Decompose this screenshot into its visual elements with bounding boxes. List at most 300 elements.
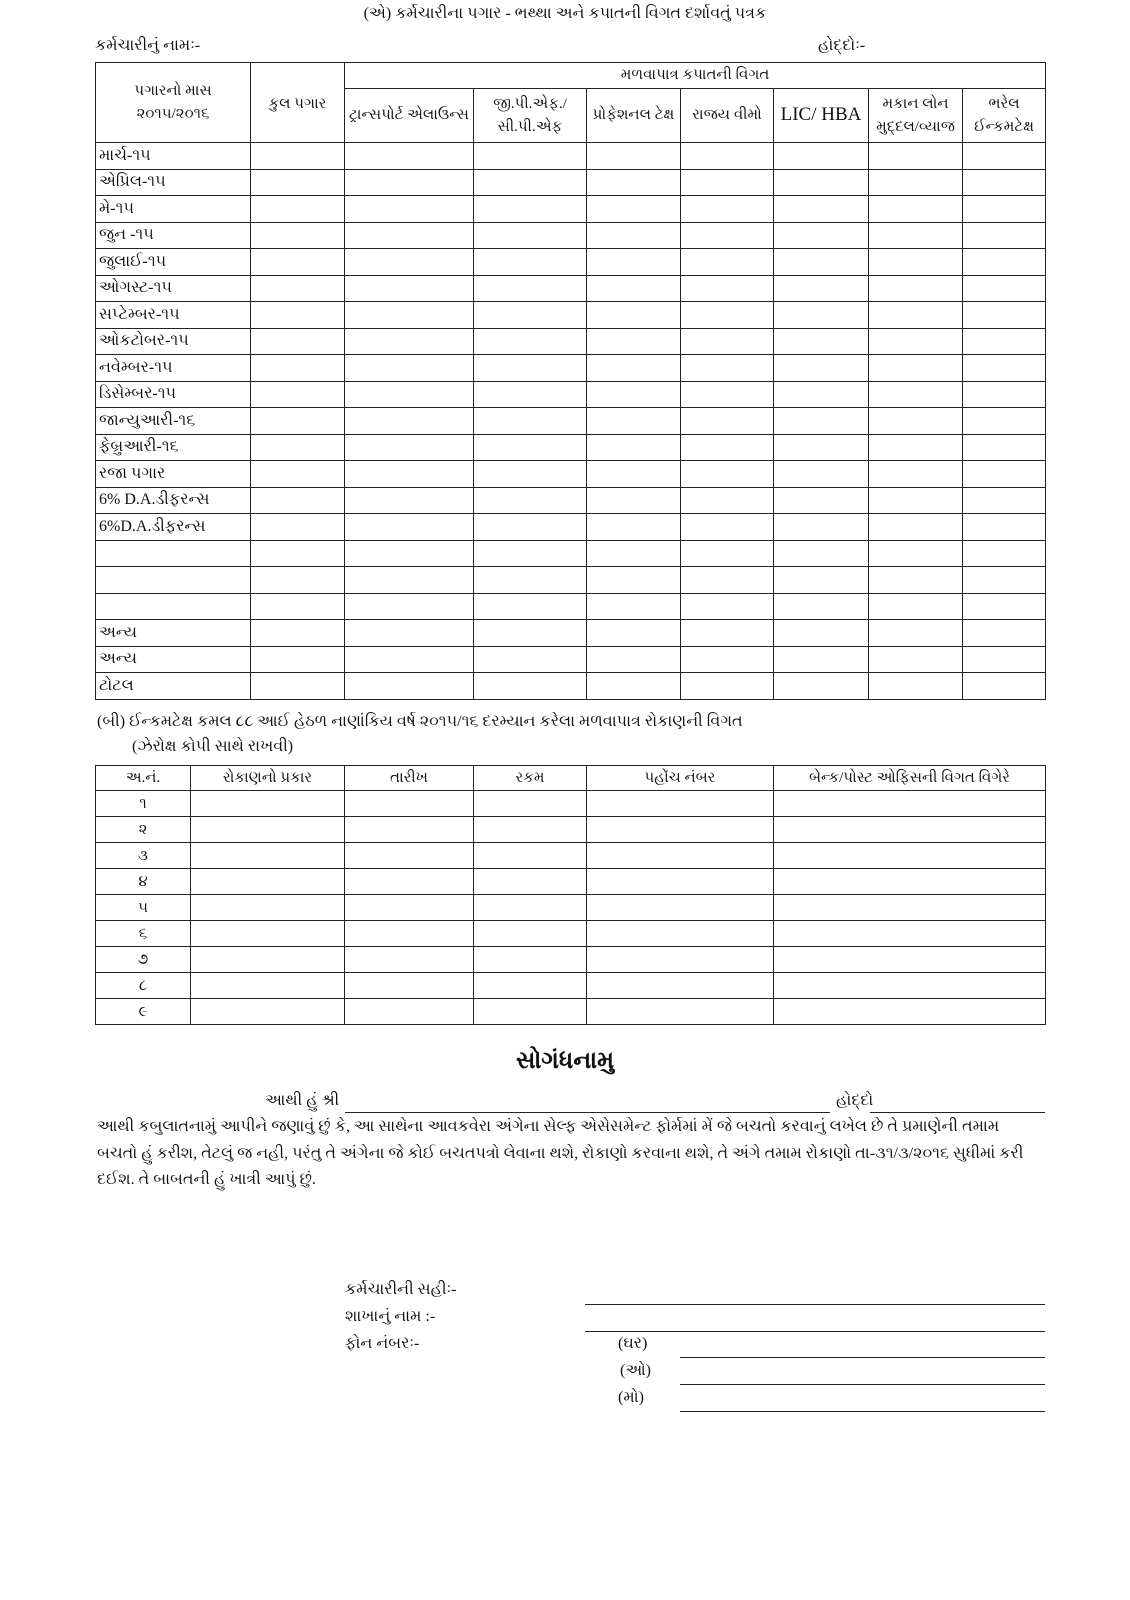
phone-label: ફોન નંબરઃ- <box>345 1335 420 1352</box>
entry-cell[interactable] <box>345 999 474 1025</box>
entry-cell[interactable] <box>587 249 681 276</box>
entry-cell[interactable] <box>474 593 587 620</box>
entry-cell[interactable] <box>474 567 587 594</box>
phone-mobile-line[interactable] <box>680 1411 1045 1412</box>
deduction-column-header: LIC/ HBA <box>774 89 869 143</box>
entry-cell[interactable] <box>345 434 474 461</box>
entry-cell[interactable] <box>345 540 474 567</box>
entry-cell[interactable] <box>474 328 587 355</box>
entry-cell[interactable] <box>191 791 345 817</box>
entry-cell[interactable] <box>474 843 587 869</box>
entry-cell[interactable] <box>251 328 345 355</box>
entry-cell[interactable] <box>587 869 774 895</box>
entry-cell[interactable] <box>869 408 963 435</box>
designation-line[interactable] <box>870 1112 1045 1113</box>
entry-cell[interactable] <box>963 567 1046 594</box>
investment-column-header: તારીખ <box>345 766 474 791</box>
entry-cell[interactable] <box>251 540 345 567</box>
entry-cell[interactable] <box>474 673 587 700</box>
entry-cell[interactable] <box>251 567 345 594</box>
serial-number: ૪ <box>96 869 191 895</box>
entry-cell[interactable] <box>251 620 345 647</box>
entry-cell[interactable] <box>191 843 345 869</box>
entry-cell[interactable] <box>587 169 681 196</box>
investment-column-header: બેન્ક/પોસ્ટ ઓફિસની વિગત વિગેરે <box>774 766 1046 791</box>
entry-cell[interactable] <box>345 355 474 382</box>
entry-cell[interactable] <box>587 895 774 921</box>
entry-cell[interactable] <box>681 461 774 488</box>
investment-column-header: રકમ <box>474 766 587 791</box>
entry-cell[interactable] <box>774 791 1046 817</box>
entry-cell[interactable] <box>963 620 1046 647</box>
investment-column-header: અ.નં. <box>96 766 191 791</box>
entry-cell[interactable] <box>251 673 345 700</box>
deduction-column-header: જી.પી.એફ./ સી.પી.એફ <box>474 89 587 143</box>
salary-row <box>96 620 1046 647</box>
entry-cell[interactable] <box>345 869 474 895</box>
entry-cell[interactable] <box>251 275 345 302</box>
row-label: ડિસેમ્બર-૧૫ <box>96 381 251 408</box>
entry-cell[interactable] <box>474 791 587 817</box>
entry-cell[interactable] <box>869 143 963 170</box>
entry-cell[interactable] <box>869 222 963 249</box>
salary-row <box>96 249 1046 276</box>
entry-cell[interactable] <box>474 249 587 276</box>
entry-cell[interactable] <box>681 381 774 408</box>
entry-cell[interactable] <box>963 222 1046 249</box>
entry-cell[interactable] <box>474 222 587 249</box>
entry-cell[interactable] <box>474 620 587 647</box>
serial-number: ૯ <box>96 999 191 1025</box>
entry-cell[interactable] <box>251 302 345 329</box>
entry-cell[interactable] <box>587 673 681 700</box>
entry-cell[interactable] <box>681 487 774 514</box>
entry-cell[interactable] <box>587 817 774 843</box>
entry-cell[interactable] <box>774 434 869 461</box>
entry-cell[interactable] <box>345 328 474 355</box>
entry-cell[interactable] <box>587 143 681 170</box>
row-label: રજા પગાર <box>96 461 251 488</box>
entry-cell[interactable] <box>869 169 963 196</box>
entry-cell[interactable] <box>869 302 963 329</box>
phone-office-line[interactable] <box>680 1384 1045 1385</box>
entry-cell[interactable] <box>191 869 345 895</box>
entry-cell[interactable] <box>345 646 474 673</box>
entry-cell[interactable] <box>345 381 474 408</box>
entry-cell[interactable] <box>251 169 345 196</box>
entry-cell[interactable] <box>587 196 681 223</box>
entry-cell[interactable] <box>251 249 345 276</box>
entry-cell[interactable] <box>774 514 869 541</box>
entry-cell[interactable] <box>774 328 869 355</box>
entry-cell[interactable] <box>345 593 474 620</box>
phone-office-label: (ઓ) <box>620 1362 652 1379</box>
entry-cell[interactable] <box>869 487 963 514</box>
entry-cell[interactable] <box>774 673 869 700</box>
entry-cell[interactable] <box>345 169 474 196</box>
entry-cell[interactable] <box>963 514 1046 541</box>
entry-cell[interactable] <box>191 973 345 999</box>
investment-row <box>96 999 1046 1025</box>
entry-cell[interactable] <box>474 817 587 843</box>
entry-cell[interactable] <box>587 973 774 999</box>
deduction-column-header: ટ્રાન્સપોર્ટ એલાઉન્સ <box>345 89 474 143</box>
salary-row <box>96 408 1046 435</box>
salary-row <box>96 646 1046 673</box>
entry-cell[interactable] <box>474 921 587 947</box>
entry-cell[interactable] <box>774 620 869 647</box>
entry-cell[interactable] <box>474 461 587 488</box>
entry-cell[interactable] <box>251 461 345 488</box>
entry-cell[interactable] <box>963 408 1046 435</box>
entry-cell[interactable] <box>774 275 869 302</box>
entry-cell[interactable] <box>774 222 869 249</box>
entry-cell[interactable] <box>963 434 1046 461</box>
entry-cell[interactable] <box>345 843 474 869</box>
salary-row <box>96 222 1046 249</box>
salary-row <box>96 434 1046 461</box>
deduction-column-header: પ્રોફેશનલ ટેક્ષ <box>587 89 681 143</box>
entry-cell[interactable] <box>345 514 474 541</box>
entry-cell[interactable] <box>774 302 869 329</box>
entry-cell[interactable] <box>681 673 774 700</box>
entry-cell[interactable] <box>869 328 963 355</box>
entry-cell[interactable] <box>681 143 774 170</box>
phone-home-line[interactable] <box>680 1357 1045 1358</box>
signature-line[interactable] <box>585 1304 1045 1305</box>
salary-row <box>96 143 1046 170</box>
entry-cell[interactable] <box>251 434 345 461</box>
serial-number: ૫ <box>96 895 191 921</box>
entry-cell[interactable] <box>587 593 681 620</box>
branch-name-label: શાખાનું નામ :- <box>345 1308 436 1325</box>
salary-row <box>96 461 1046 488</box>
entry-cell[interactable] <box>681 302 774 329</box>
row-label: મે-૧૫ <box>96 196 251 223</box>
entry-cell[interactable] <box>251 646 345 673</box>
row-label: જુલાઈ-૧૫ <box>96 249 251 276</box>
entry-cell[interactable] <box>587 921 774 947</box>
entry-cell[interactable] <box>869 461 963 488</box>
row-label: અન્ય <box>96 646 251 673</box>
investment-column-header: રોકાણનો પ્રકાર <box>191 766 345 791</box>
entry-cell[interactable] <box>774 817 1046 843</box>
entry-cell[interactable] <box>963 302 1046 329</box>
entry-cell[interactable] <box>774 646 869 673</box>
entry-cell[interactable] <box>774 593 869 620</box>
total-salary-header: કુલ પગાર <box>251 63 345 143</box>
salary-row <box>96 514 1046 541</box>
salary-row <box>96 487 1046 514</box>
entry-cell[interactable] <box>681 567 774 594</box>
entry-cell[interactable] <box>774 249 869 276</box>
entry-cell[interactable] <box>587 540 681 567</box>
entry-cell[interactable] <box>587 620 681 647</box>
entry-cell[interactable] <box>345 817 474 843</box>
deduction-column-header: મકાન લોન મુદ્દલ/વ્યાજ <box>869 89 963 143</box>
entry-cell[interactable] <box>963 646 1046 673</box>
entry-cell[interactable] <box>869 540 963 567</box>
entry-cell[interactable] <box>681 222 774 249</box>
entry-cell[interactable] <box>474 143 587 170</box>
entry-cell[interactable] <box>587 408 681 435</box>
entry-cell[interactable] <box>251 381 345 408</box>
entry-cell[interactable] <box>251 408 345 435</box>
entry-cell[interactable] <box>963 381 1046 408</box>
entry-cell[interactable] <box>191 895 345 921</box>
entry-cell[interactable] <box>681 275 774 302</box>
entry-cell[interactable] <box>191 999 345 1025</box>
investment-column-header: પહોંચ નંબર <box>587 766 774 791</box>
entry-cell[interactable] <box>474 487 587 514</box>
entry-cell[interactable] <box>963 249 1046 276</box>
salary-table <box>95 62 1046 700</box>
entry-cell[interactable] <box>963 143 1046 170</box>
entry-cell[interactable] <box>191 921 345 947</box>
entry-cell[interactable] <box>474 947 587 973</box>
entry-cell[interactable] <box>774 973 1046 999</box>
salary-row <box>96 196 1046 223</box>
row-label: જાન્યુઆરી-૧૬ <box>96 408 251 435</box>
entry-cell[interactable] <box>251 196 345 223</box>
entry-cell[interactable] <box>681 593 774 620</box>
entry-cell[interactable] <box>474 169 587 196</box>
serial-number: ૨ <box>96 817 191 843</box>
shri-label: આથી હું શ્રી <box>265 1092 340 1109</box>
entry-cell[interactable] <box>474 973 587 999</box>
entry-cell[interactable] <box>345 673 474 700</box>
entry-cell[interactable] <box>774 567 869 594</box>
entry-cell[interactable] <box>774 487 869 514</box>
row-label <box>96 567 251 594</box>
entry-cell[interactable] <box>774 169 869 196</box>
entry-cell[interactable] <box>587 791 774 817</box>
section-b-note: (ઝેરોક્ષ કોપી સાથે રાખવી) <box>132 738 294 755</box>
entry-cell[interactable] <box>345 921 474 947</box>
entry-cell[interactable] <box>587 646 681 673</box>
entry-cell[interactable] <box>963 196 1046 223</box>
entry-cell[interactable] <box>963 540 1046 567</box>
entry-cell[interactable] <box>774 381 869 408</box>
entry-cell[interactable] <box>587 434 681 461</box>
entry-cell[interactable] <box>345 620 474 647</box>
entry-cell[interactable] <box>345 143 474 170</box>
deduction-column-header: ભરેલ ઈન્કમટેક્ષ <box>963 89 1046 143</box>
entry-cell[interactable] <box>345 487 474 514</box>
salary-row <box>96 673 1046 700</box>
row-label: અન્ય <box>96 620 251 647</box>
entry-cell[interactable] <box>587 302 681 329</box>
entry-cell[interactable] <box>474 355 587 382</box>
entry-cell[interactable] <box>963 593 1046 620</box>
entry-cell[interactable] <box>681 328 774 355</box>
phone-home-label: (ઘર) <box>618 1335 648 1352</box>
entry-cell[interactable] <box>774 921 1046 947</box>
entry-cell[interactable] <box>345 249 474 276</box>
entry-cell[interactable] <box>681 540 774 567</box>
entry-cell[interactable] <box>869 620 963 647</box>
investment-row <box>96 791 1046 817</box>
entry-cell[interactable] <box>345 196 474 223</box>
entry-cell[interactable] <box>774 843 1046 869</box>
entry-cell[interactable] <box>681 620 774 647</box>
entry-cell[interactable] <box>869 275 963 302</box>
entry-cell[interactable] <box>345 302 474 329</box>
entry-cell[interactable] <box>681 646 774 673</box>
investment-table <box>95 765 1046 1025</box>
entry-cell[interactable] <box>251 514 345 541</box>
phone-mobile-label: (મો) <box>618 1389 644 1406</box>
row-label: નવેમ્બર-૧૫ <box>96 355 251 382</box>
entry-cell[interactable] <box>774 895 1046 921</box>
entry-cell[interactable] <box>587 947 774 973</box>
salary-row <box>96 302 1046 329</box>
entry-cell[interactable] <box>191 947 345 973</box>
entry-cell[interactable] <box>774 461 869 488</box>
entry-cell[interactable] <box>774 947 1046 973</box>
entry-cell[interactable] <box>774 999 1046 1025</box>
entry-cell[interactable] <box>963 461 1046 488</box>
entry-cell[interactable] <box>587 381 681 408</box>
entry-cell[interactable] <box>587 461 681 488</box>
entry-cell[interactable] <box>345 791 474 817</box>
investment-row <box>96 895 1046 921</box>
entry-cell[interactable] <box>345 222 474 249</box>
salary-row <box>96 328 1046 355</box>
entry-cell[interactable] <box>345 461 474 488</box>
row-label <box>96 593 251 620</box>
entry-cell[interactable] <box>251 355 345 382</box>
entry-cell[interactable] <box>251 487 345 514</box>
entry-cell[interactable] <box>191 817 345 843</box>
serial-number: ૩ <box>96 843 191 869</box>
branch-name-line[interactable] <box>585 1331 1045 1332</box>
entry-cell[interactable] <box>251 143 345 170</box>
name-line[interactable] <box>345 1112 830 1113</box>
entry-cell[interactable] <box>774 355 869 382</box>
entry-cell[interactable] <box>474 514 587 541</box>
entry-cell[interactable] <box>869 196 963 223</box>
row-label: 6% D.A.ડીફરન્સ <box>96 487 251 514</box>
entry-cell[interactable] <box>681 514 774 541</box>
entry-cell[interactable] <box>474 302 587 329</box>
entry-cell[interactable] <box>345 973 474 999</box>
entry-cell[interactable] <box>681 355 774 382</box>
row-label: માર્ચ-૧૫ <box>96 143 251 170</box>
entry-cell[interactable] <box>774 869 1046 895</box>
investment-row <box>96 843 1046 869</box>
row-label: જુન -૧૫ <box>96 222 251 249</box>
entry-cell[interactable] <box>681 408 774 435</box>
entry-cell[interactable] <box>681 249 774 276</box>
affidavit-designation-label: હોદ્દો <box>836 1092 874 1109</box>
row-label: 6%D.A.ડીફરન્સ <box>96 514 251 541</box>
section-a-title: (એ) કર્મચારીના પગાર - ભથ્થા અને કપાતની વિગત દર્શાવતું પત્રક <box>363 5 767 22</box>
entry-cell[interactable] <box>681 196 774 223</box>
entry-cell[interactable] <box>474 895 587 921</box>
affidavit-title: સોગંધનામુ <box>515 1048 615 1074</box>
entry-cell[interactable] <box>681 169 774 196</box>
entry-cell[interactable] <box>587 567 681 594</box>
entry-cell[interactable] <box>869 567 963 594</box>
entry-cell[interactable] <box>251 222 345 249</box>
entry-cell[interactable] <box>474 999 587 1025</box>
entry-cell[interactable] <box>869 646 963 673</box>
entry-cell[interactable] <box>869 381 963 408</box>
entry-cell[interactable] <box>474 540 587 567</box>
row-label: સપ્ટેમ્બર-૧૫ <box>96 302 251 329</box>
row-label: ઓકટોબર-૧૫ <box>96 328 251 355</box>
entry-cell[interactable] <box>963 328 1046 355</box>
entry-cell[interactable] <box>963 355 1046 382</box>
entry-cell[interactable] <box>474 869 587 895</box>
investment-row <box>96 921 1046 947</box>
entry-cell[interactable] <box>869 514 963 541</box>
salary-row <box>96 275 1046 302</box>
serial-number: ૮ <box>96 973 191 999</box>
entry-cell[interactable] <box>774 408 869 435</box>
entry-cell[interactable] <box>345 947 474 973</box>
entry-cell[interactable] <box>587 514 681 541</box>
entry-cell[interactable] <box>587 487 681 514</box>
entry-cell[interactable] <box>587 222 681 249</box>
investment-row <box>96 817 1046 843</box>
entry-cell[interactable] <box>869 673 963 700</box>
entry-cell[interactable] <box>345 275 474 302</box>
entry-cell[interactable] <box>963 673 1046 700</box>
entry-cell[interactable] <box>345 895 474 921</box>
entry-cell[interactable] <box>869 249 963 276</box>
entry-cell[interactable] <box>345 567 474 594</box>
deductions-group-header: મળવાપાત્ર કપાતની વિગત <box>345 63 1046 89</box>
entry-cell[interactable] <box>474 434 587 461</box>
entry-cell[interactable] <box>474 646 587 673</box>
entry-cell[interactable] <box>474 408 587 435</box>
entry-cell[interactable] <box>345 408 474 435</box>
entry-cell[interactable] <box>963 487 1046 514</box>
row-label: ફેબ્રુઆરી-૧૬ <box>96 434 251 461</box>
affidavit-body: આથી કબુલાતનામું આપીને જણાવું છું કે, આ સાથેના આવકવેરા અંગેના સેલ્ફ એસેસમેન્ટ ફોર્મમાં મેં જે બચતો કરવાનું લખેલ છે તે પ્રમાણેની તમામ બચતો હું કરીશ, તેટલું જ નહી, પરંતુ તે અંગેના જે કોઈ બચતપત્રો લેવાના થશે, રોકાણો કરવાના થશે, તે અંગે તમામ રોકાણો તા-૩૧/૩/૨૦૧૬ સુધીમાં કરી દઈશ. તે બાબતની હું ખાત્રી આપું છું. <box>97 1118 1024 1188</box>
employee-name-label: કર્મચારીનું નામઃ- <box>95 37 201 54</box>
entry-cell[interactable] <box>869 434 963 461</box>
row-label <box>96 540 251 567</box>
entry-cell[interactable] <box>681 434 774 461</box>
entry-cell[interactable] <box>869 593 963 620</box>
investment-row <box>96 973 1046 999</box>
entry-cell[interactable] <box>587 275 681 302</box>
salary-row <box>96 381 1046 408</box>
investment-row <box>96 947 1046 973</box>
entry-cell[interactable] <box>963 275 1046 302</box>
entry-cell[interactable] <box>587 843 774 869</box>
entry-cell[interactable] <box>774 143 869 170</box>
entry-cell[interactable] <box>587 355 681 382</box>
entry-cell[interactable] <box>474 275 587 302</box>
entry-cell[interactable] <box>587 328 681 355</box>
entry-cell[interactable] <box>963 169 1046 196</box>
serial-number: ૧ <box>96 791 191 817</box>
entry-cell[interactable] <box>869 355 963 382</box>
salary-row <box>96 567 1046 594</box>
entry-cell[interactable] <box>251 593 345 620</box>
entry-cell[interactable] <box>774 540 869 567</box>
entry-cell[interactable] <box>474 196 587 223</box>
entry-cell[interactable] <box>774 196 869 223</box>
entry-cell[interactable] <box>587 999 774 1025</box>
section-b-title: (બી) ઈન્કમટેક્ષ કમલ ૮૮ આઈ હેઠળ નાણાંકિય વર્ષ ૨૦૧૫/૧૬ દરમ્યાન કરેલા મળવાપાત્ર રોકાણની વિગત <box>97 713 743 730</box>
salary-row <box>96 540 1046 567</box>
entry-cell[interactable] <box>474 381 587 408</box>
